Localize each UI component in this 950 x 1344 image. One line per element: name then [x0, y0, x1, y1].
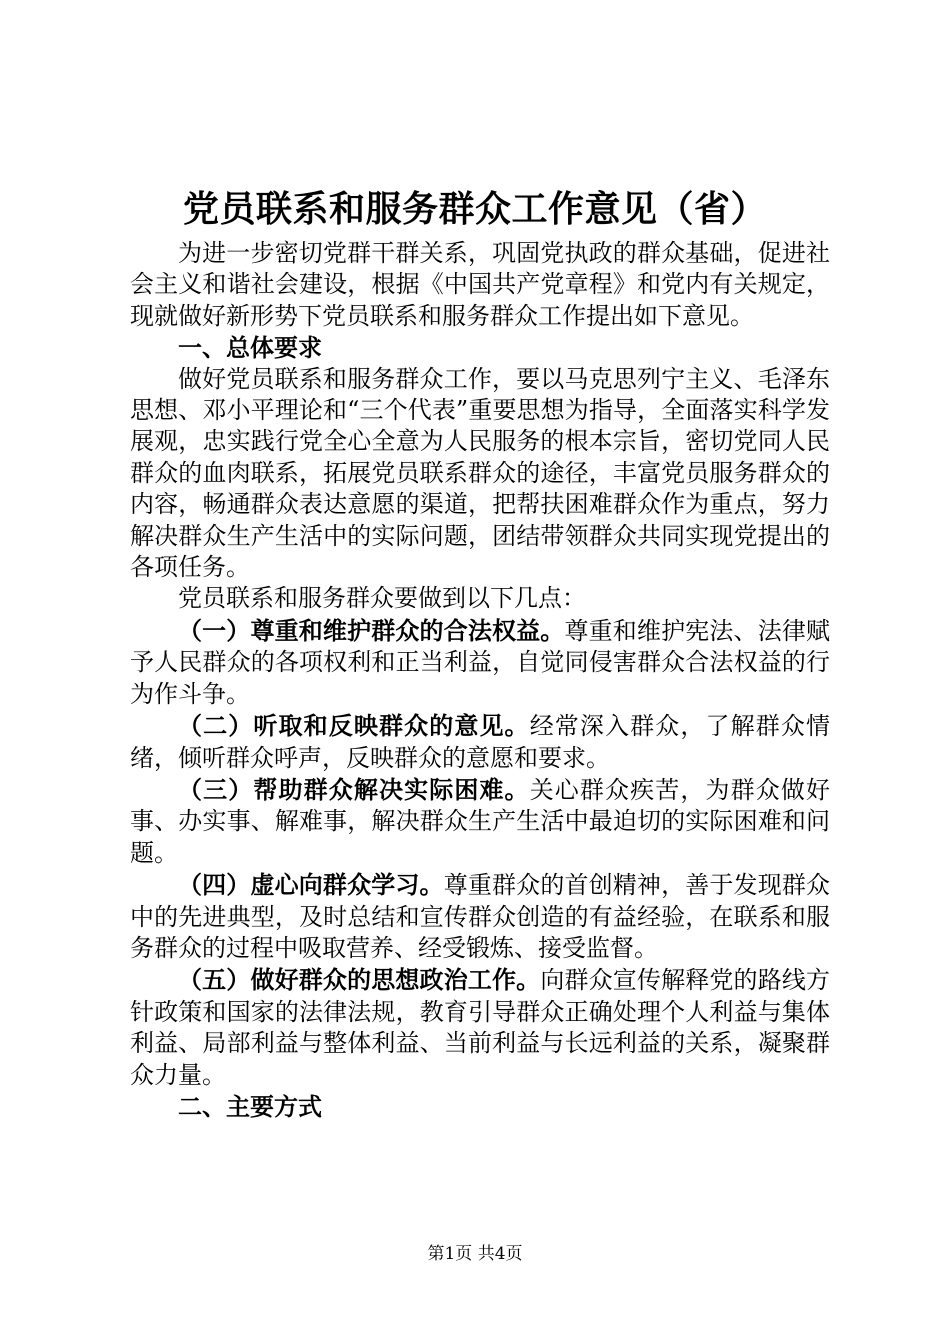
point-text-2: 经常深入群众，了解群众情绪，倾听群众呼声，反映群众的意愿和要求。 [130, 712, 831, 772]
points-intro-paragraph: 党员联系和服务群众要做到以下几点： [178, 584, 586, 613]
section-heading-main-methods: 二、主要方式 [178, 1091, 322, 1121]
point-heading-4: （四）虚心向群众学习。 [178, 870, 444, 900]
point-text-5: 向群众宣传解释党的路线方针政策和国家的法律法规，教育引导群众正确处理个人利益与集体利益、局部利益与整体利益、当前利益与长远利益的关系，凝聚群众力量。 [130, 966, 831, 1089]
point-text-4: 尊重群众的首创精神，善于发现群众中的先进典型，及时总结和宣传群众创造的有益经验，在联系和服务群众的过程中吸取营养、经受锻炼、接受监督。 [130, 871, 831, 962]
point-paragraph-1 [130, 615, 830, 710]
point-paragraph-3 [130, 774, 830, 869]
section-heading-general-requirements: 一、总体要求 [178, 333, 322, 363]
point-text-1: 尊重和维护宪法、法律赋予人民群众的各项权利和正当利益，自觉同侵害群众合法权益的行为作斗争。 [130, 616, 831, 708]
point-heading-5: （五）做好群众的思想政治工作。 [178, 965, 541, 995]
point-heading-1: （一）尊重和维护群众的合法权益。 [178, 615, 565, 645]
document-body [130, 238, 830, 1122]
point-paragraph-5 [130, 964, 830, 1091]
point-text-3: 关心群众疾苦，为群众做好事、办实事、解难事，解决群众生产生活中最迫切的实际困难和问题。 [130, 775, 831, 867]
intro-paragraph: 为进一步密切党群干群关系，巩固党执政的群众基础，促进社会主义和谐社会建设，根据《中国共产党章程》和党内有关规定，现就做好新形势下党员联系和服务群众工作提出如下意见。 [130, 239, 830, 330]
point-paragraph-2 [130, 710, 830, 774]
page-number-footer: 第1页 共4页 [427, 1244, 523, 1264]
document-title: 党员联系和服务群众工作意见（省） [182, 188, 767, 230]
general-requirements-paragraph: 做好党员联系和服务群众工作，要以马克思列宁主义、毛泽东思想、邓小平理论和“三个代表”重要思想为指导，全面落实科学发展观，忠实践行党全心全意为人民服务的根本宗旨，密切党同人民群众的血肉联系，拓展党员联系群众的途径，丰富党员服务群众的内容，畅通群众表达意愿的渠道，把帮扶困难群众作为重点，努力解决群众生产生活中的实际问题，团结带领群众共同实现党提出的各项任务。 [130, 364, 830, 582]
point-heading-2: （二）听取和反映群众的意见。 [178, 711, 530, 741]
point-heading-3: （三）帮助群众解决实际困难。 [178, 774, 530, 804]
point-paragraph-4 [130, 869, 830, 964]
